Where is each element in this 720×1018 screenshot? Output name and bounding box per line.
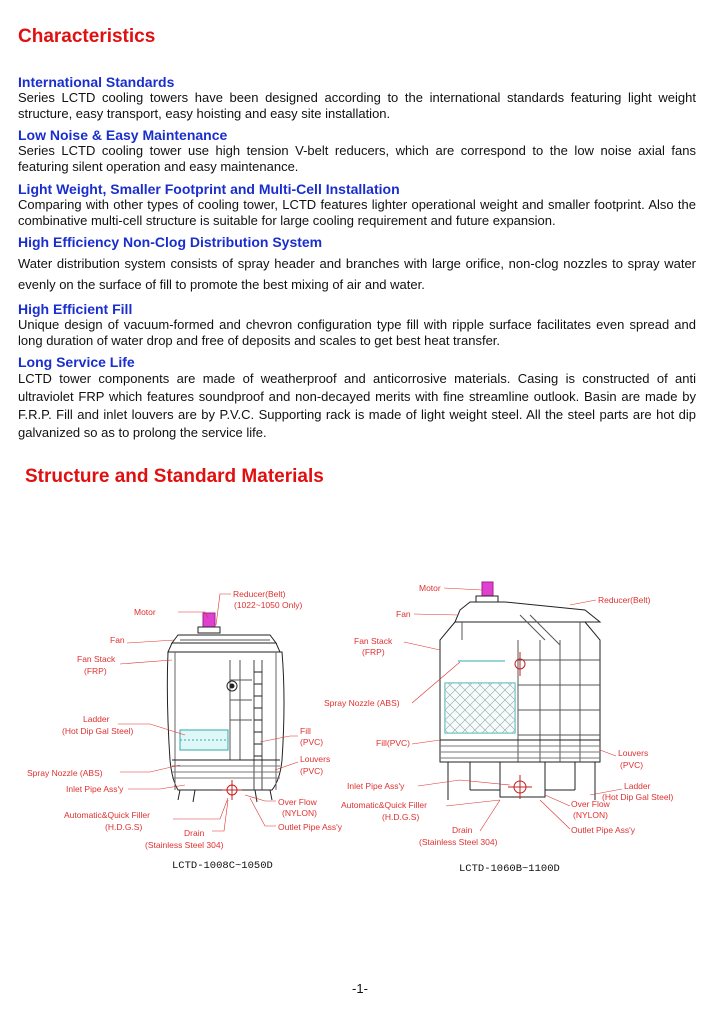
section-international-standards (18, 74, 696, 122)
label-inlet-pipe-right: Inlet Pipe Ass'y (347, 781, 405, 791)
label-louvers: Louvers (300, 754, 331, 764)
label-overflow-right: Over Flow (571, 799, 610, 809)
label-frp-right: (FRP) (362, 647, 385, 657)
section-body: Water distribution system consists of spray header and branches with large orifice, non-clog nozzles to spray water evenly on the surface of fill to promote the best mixing of air and water. (18, 256, 696, 292)
model-caption-right: LCTD-1060B~1100D (459, 863, 560, 875)
label-fan-stack: Fan Stack (77, 654, 116, 664)
label-overflow-note-right: (NYLON) (573, 810, 608, 820)
label-hdgs: (H.D.G.S) (105, 822, 143, 832)
section-long-service-life (18, 354, 696, 442)
section-body: Comparing with other types of cooling tower, LCTD features lighter operational weight and smaller footprint. Also the combinative multi-cell structure is suitable for large cooling requirement and future expansion. (18, 197, 696, 228)
section-heading: International Standards (18, 74, 175, 90)
label-spray-nozzle-right: Spray Nozzle (ABS) (324, 698, 400, 708)
section-body: Unique design of vacuum-formed and chevron configuration type fill with ripple surface facilitates even spread and long duration of water drop and free of deposits and scales to get best heat transfer. (18, 317, 696, 348)
label-auto-filler-right: Automatic&Quick Filler (341, 800, 427, 810)
label-ladder: Ladder (83, 714, 110, 724)
label-fan-stack-right: Fan Stack (354, 636, 393, 646)
section-light-weight (18, 181, 696, 229)
section-body: LCTD tower components are made of weatherproof and anticorrosive materials. Casing is constructed of anti ultraviolet FRP which features soundproof and non-decayed merits with fine streamline outlook. Basin are made by F.R.P. Fill and inlet louvers are by P.V.C. Supporting rack is made of light weight steel. All the steel parts are hot dip galvanized so as to prolong the service life. (18, 371, 696, 440)
structure-title: Structure and Standard Materials (25, 466, 324, 487)
page-number: -1- (352, 981, 368, 996)
page-title: Characteristics (18, 26, 156, 47)
label-fill-note: (PVC) (300, 737, 324, 747)
motor-icon (203, 613, 215, 627)
label-ladder-right: Ladder (624, 781, 651, 791)
label-drain-note-right: (Stainless Steel 304) (419, 837, 498, 847)
cooling-tower-diagram (0, 560, 720, 890)
label-ladder-note: (Hot Dip Gal Steel) (62, 726, 134, 736)
label-fan-right: Fan (396, 609, 411, 619)
section-heading: High Efficient Fill (18, 301, 133, 317)
label-motor-right: Motor (419, 583, 441, 593)
tower-large-drawing (440, 582, 600, 800)
section-heading: Light Weight, Smaller Footprint and Multi-Cell Installation (18, 181, 400, 197)
label-drain-note: (Stainless Steel 304) (145, 840, 224, 850)
label-fan: Fan (110, 635, 125, 645)
label-drain-right: Drain (452, 825, 473, 835)
label-reducer: Reducer(Belt) (233, 589, 286, 599)
section-high-efficient-fill (18, 301, 696, 349)
label-fill: Fill (300, 726, 311, 736)
label-motor: Motor (134, 607, 156, 617)
section-heading: High Efficiency Non-Clog Distribution System (18, 234, 323, 250)
model-caption-left: LCTD-1008C~1050D (172, 860, 273, 872)
section-body: Series LCTD cooling tower use high tension V-belt reducers, which are correspond to the low noise axial fans featuring silent operation and easy maintenance. (18, 143, 696, 174)
label-louvers-note: (PVC) (300, 766, 324, 776)
section-body: Series LCTD cooling towers have been designed according to the international standards featuring light weight structure, easy transport, easy hoisting and easy site installation. (18, 90, 696, 121)
label-louvers-right: Louvers (618, 748, 649, 758)
section-heading: Long Service Life (18, 354, 135, 370)
label-reducer-right: Reducer(Belt) (598, 595, 651, 605)
label-auto-filler: Automatic&Quick Filler (64, 810, 150, 820)
label-outlet-pipe: Outlet Pipe Ass'y (278, 822, 342, 832)
label-inlet-pipe: Inlet Pipe Ass'y (66, 784, 124, 794)
label-outlet-pipe-right: Outlet Pipe Ass'y (571, 825, 635, 835)
label-overflow: Over Flow (278, 797, 317, 807)
section-distribution-system (18, 234, 696, 295)
label-hdgs-right: (H.D.G.S) (382, 812, 420, 822)
section-heading: Low Noise & Easy Maintenance (18, 127, 228, 143)
label-fill-right: Fill(PVC) (376, 738, 410, 748)
motor-icon (482, 582, 493, 596)
label-louvers-note-right: (PVC) (620, 760, 644, 770)
tower-small-drawing (167, 613, 284, 802)
label-spray-nozzle: Spray Nozzle (ABS) (27, 768, 103, 778)
label-frp: (FRP) (84, 666, 107, 676)
section-low-noise (18, 127, 696, 175)
label-reducer-note: (1022~1050 Only) (234, 600, 303, 610)
label-overflow-note: (NYLON) (282, 808, 317, 818)
label-drain: Drain (184, 828, 205, 838)
label-ladder-note-right: (Hot Dip Gal Steel) (602, 792, 674, 802)
